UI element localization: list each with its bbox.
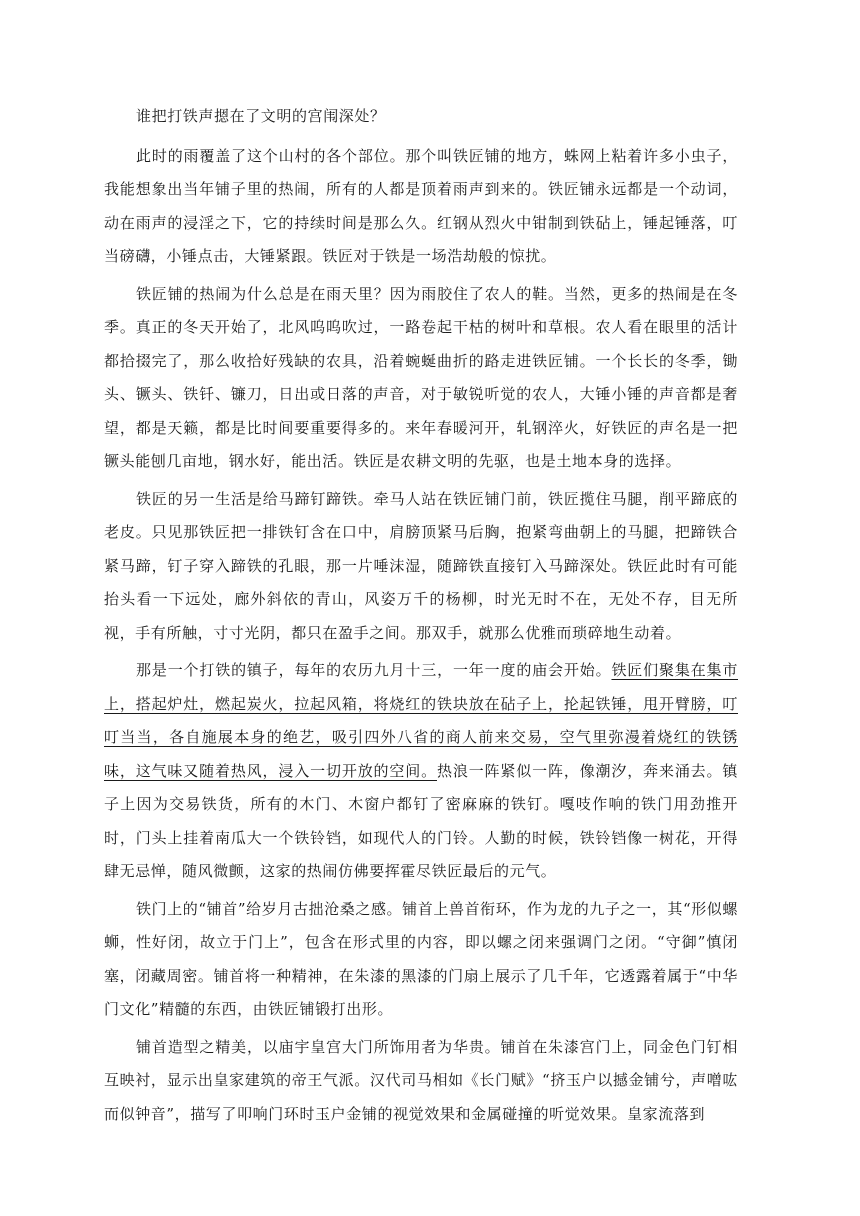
paragraph-6: 铁门上的“铺首”给岁月古拙沧桑之感。铺首上兽首衔环，作为龙的九子之一，其“形似螺蛳，性好闭，故立于门上”，包含在形式里的内容，即以螺之闭来强调门之闭。“守御”慎闭塞，闭藏周密。铺首将一种精神，在朱漆的黑漆的门扇上展示了几千年，它透露着属于“中华门文化”精髓的东西，由铁匠铺锻打出形。: [104, 899, 739, 1018]
paragraph-5-intro: 那是一个打铁的镇子，每年的农历九月十三，一年一度的庙会开始。: [136, 661, 612, 679]
underlined-passage: 铁匠们聚集在集市上，搭起炉灶，燃起炭火，拉起风箱，将烧红的铁块放在砧子上，抡起铁锤，甩开臂膀，叮叮当当，各自施展本身的绝艺，吸引四外八省的商人前来交易，空气里弥漫着烧红的铁锈味，这气味又随着热风，浸入一切开放的空间。: [104, 661, 738, 780]
paragraph-4: 铁匠的另一生活是给马蹄钉蹄铁。牵马人站在铁匠铺门前，铁匠揽住马腿，削平蹄底的老皮。只见那铁匠把一排铁钉含在口中，肩膀顶紧马后胸，抱紧弯曲朝上的马腿，把蹄铁合紧马蹄，钉子穿入蹄铁的孔眼，那一片唾沫湿，随蹄铁直接钉入马蹄深处。铁匠此时有可能抬头看一下远处，廊外斜依的青山，风姿万千的杨柳，时光无时不在，无处不存，目无所视，手有所触，寸寸光阴，都只在盈手之间。那双手，就那么优雅而琐碎地生动着。: [104, 489, 738, 642]
paragraph-1: 谁把打铁声摁在了文明的宫闱深处？: [136, 107, 386, 125]
paragraph-7: 铺首造型之精美，以庙宇皇宫大门所饰用者为华贵。铺首在朱漆宫门上，同金色门钉相互映衬，显示出皇家建筑的帝王气派。汉代司马相如《长门赋》“挤玉户以撼金铺兮，声噌吰而似钟音”，描写了叩响门环时玉户金铺的视觉效果和金属碰撞的听觉效果。皇家流落到: [104, 1037, 738, 1123]
paragraph-3: 铁匠铺的热闹为什么总是在雨天里？因为雨胶住了农人的鞋。当然，更多的热闹是在冬季。真正的冬天开始了，北风呜呜吹过，一路卷起干枯的树叶和草根。农人看在眼里的活计都拾掇完了，那么收拾好残缺的农具，沿着蜿蜒曲折的路走进铁匠铺。一个长长的冬季，锄头、镢头、铁钎、镰刀，日出或日落的声音，对于敏锐听觉的农人，大锤小锤的声音都是奢望，都是天籁，都是比时间要重要得多的。来年春暖河开，轧钢淬火，好铁匠的声名是一把镢头能刨几亩地，钢水好，能出活。铁匠是农耕文明的先驱，也是土地本身的选择。: [104, 284, 738, 470]
document-page: [104, 100, 738, 1135]
paragraph-5: [104, 654, 738, 889]
paragraph-5-rest: 热浪一阵紧似一阵，像潮汐，奔来涌去。镇子上因为交易铁货，所有的木门、木窗户都钉了密麻麻的铁钉。嘎吱作响的铁门用劲推开时，门头上挂着南瓜大一个铁铃铛，如现代人的门铃。人勤的时候，铁铃铛像一树花，开得肆无忌惮，随风微颤，这家的热闹仿佛要挥霍尽铁匠最后的元气。: [104, 761, 738, 880]
paragraph-2: 此时的雨覆盖了这个山村的各个部位。那个叫铁匠铺的地方，蛛网上粘着许多小虫子，我能想象出当年铺子里的热闹，所有的人都是顶着雨声到来的。铁匠铺永远都是一个动词，动在雨声的浸淫之下，它的持续时间是那么久。红钢从烈火中钳制到铁砧上，锤起锤落，叮当磅礴，小锤点击，大锤紧跟。铁匠对于铁是一场浩劫般的惊扰。: [104, 146, 738, 265]
